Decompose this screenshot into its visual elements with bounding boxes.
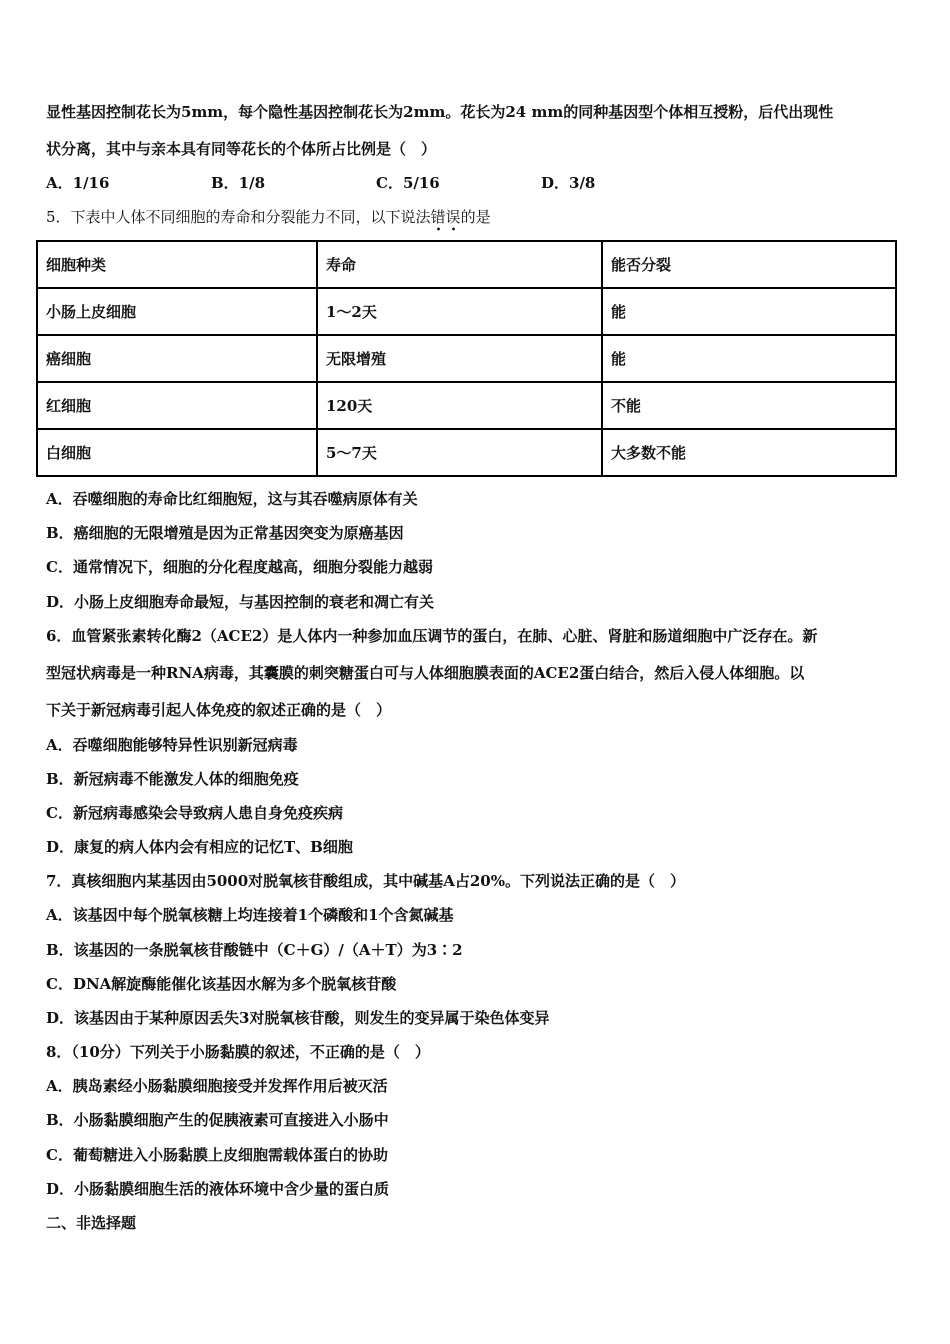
q4-option-b: B．1/8	[211, 174, 266, 192]
cell-lifespan-table	[36, 240, 897, 477]
q5-stem-suffix: 的是	[460, 208, 491, 226]
table-header-cell: 细胞种类	[37, 241, 317, 288]
q6-option-c: C．新冠病毒感染会导致病人患自身免疫疾病	[46, 804, 343, 822]
q6-option-b: B．新冠病毒不能激发人体的细胞免疫	[46, 770, 299, 788]
q8-option-d: D．小肠黏膜细胞生活的液体环境中含少量的蛋白质	[46, 1180, 390, 1198]
q4-stem-line-2: 状分离，其中与亲本具有同等花长的个体所占比例是（ ）	[46, 140, 437, 158]
q8-stem: 8．（10分）下列关于小肠黏膜的叙述，不正确的是（ ）	[46, 1043, 430, 1061]
table-cell: 能	[602, 335, 896, 382]
table-header-cell: 寿命	[317, 241, 602, 288]
table-cell: 1～2天	[317, 288, 602, 335]
table-cell: 大多数不能	[602, 429, 896, 476]
q8-option-b: B．小肠黏膜细胞产生的促胰液素可直接进入小肠中	[46, 1111, 389, 1129]
q6-stem-line-3: 下关于新冠病毒引起人体免疫的叙述正确的是（ ）	[46, 701, 392, 719]
section-heading: 二、非选择题	[46, 1214, 137, 1232]
table-cell: 癌细胞	[37, 335, 317, 382]
q4-options	[46, 173, 706, 193]
table-header-cell: 能否分裂	[602, 241, 896, 288]
table-cell: 不能	[602, 382, 896, 429]
q4-option-a: A．1/16	[46, 174, 110, 192]
q6-option-d: D．康复的病人体内会有相应的记忆T、B细胞	[46, 838, 353, 856]
q7-option-d: D．该基因由于某种原因丢失3对脱氧核苷酸，则发生的变异属于染色体变异	[46, 1009, 550, 1027]
q4-stem-line-1: 显性基因控制花长为5mm，每个隐性基因控制花长为2mm。花长为24 mm的同种基因型个体相互授粉，后代出现性	[46, 103, 834, 121]
table-cell: 无限增殖	[317, 335, 602, 382]
table-cell: 5～7天	[317, 429, 602, 476]
q5-option-b: B．癌细胞的无限增殖是因为正常基因突变为原癌基因	[46, 524, 404, 542]
q8-option-c: C．葡萄糖进入小肠黏膜上皮细胞需载体蛋白的协助	[46, 1146, 388, 1164]
table-cell: 能	[602, 288, 896, 335]
q7-option-c: C．DNA解旋酶能催化该基因水解为多个脱氧核苷酸	[46, 975, 397, 993]
q7-stem: 7．真核细胞内某基因由5000对脱氧核苷酸组成，其中碱基A占20%。下列说法正确的是（ ）	[46, 872, 685, 890]
q4-option-c: C．5/16	[376, 174, 440, 192]
table-cell: 120天	[317, 382, 602, 429]
table-cell: 白细胞	[37, 429, 317, 476]
q5-option-a: A．吞噬细胞的寿命比红细胞短，这与其吞噬病原体有关	[46, 490, 418, 508]
q5-option-c: C．通常情况下，细胞的分化程度越高，细胞分裂能力越弱	[46, 558, 433, 576]
q6-stem-line-2: 型冠状病毒是一种RNA病毒，其囊膜的刺突糖蛋白可与人体细胞膜表面的ACE2蛋白结合，然后入侵人体细胞。以	[46, 664, 805, 682]
table-header-row	[37, 241, 896, 288]
table-cell: 小肠上皮细胞	[37, 288, 317, 335]
q5-stem	[46, 207, 491, 227]
q4-option-d: D．3/8	[541, 174, 596, 192]
q6-option-a: A．吞噬细胞能够特异性识别新冠病毒	[46, 736, 298, 754]
q6-stem-line-1: 6．血管紧张素转化酶2（ACE2）是人体内一种参加血压调节的蛋白，在肺、心脏、肾脏和肠道细胞中广泛存在。新	[46, 627, 818, 645]
q5-stem-prefix: 5．下表中人体不同细胞的寿命和分裂能力不同，以下说法	[46, 208, 431, 226]
table-row	[37, 429, 896, 476]
table-cell: 红细胞	[37, 382, 317, 429]
q5-stem-emphasis: 错误	[430, 208, 461, 226]
q7-option-b: B．该基因的一条脱氧核苷酸链中（C＋G）/（A＋T）为3∶2	[46, 941, 463, 959]
table-row	[37, 335, 896, 382]
table-row	[37, 382, 896, 429]
q7-option-a: A．该基因中每个脱氧核糖上均连接着1个磷酸和1个含氮碱基	[46, 906, 454, 924]
q8-option-a: A．胰岛素经小肠黏膜细胞接受并发挥作用后被灭活	[46, 1077, 388, 1095]
table-row	[37, 288, 896, 335]
q5-option-d: D．小肠上皮细胞寿命最短，与基因控制的衰老和凋亡有关	[46, 593, 435, 611]
